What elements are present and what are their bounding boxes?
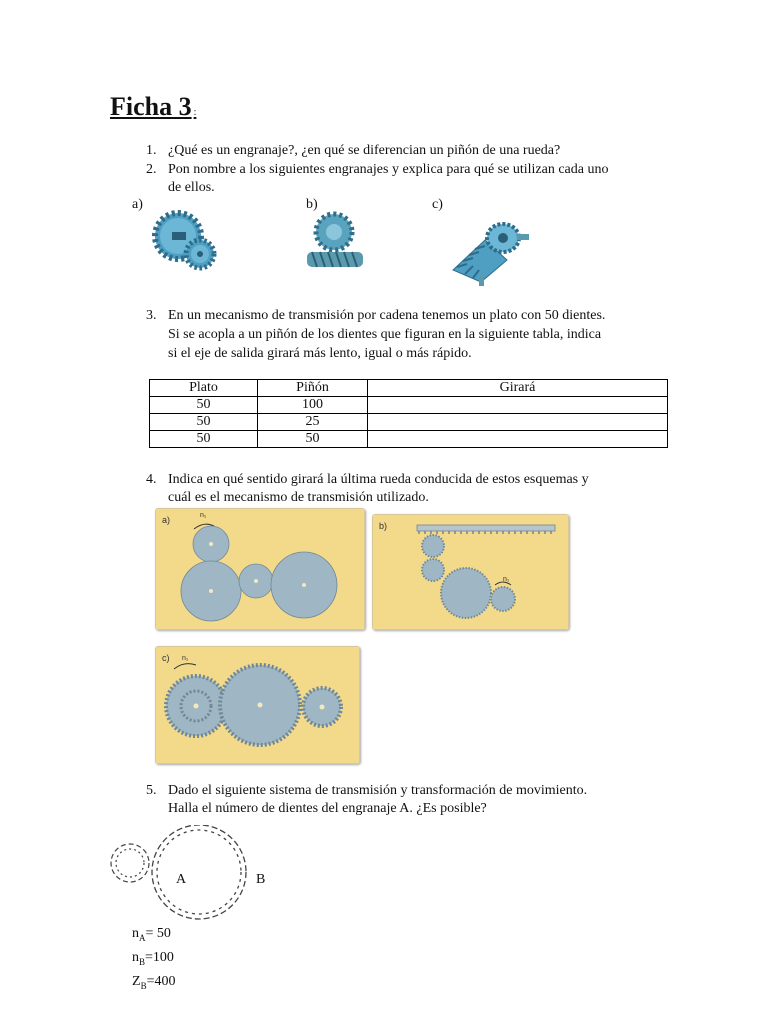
table-row	[150, 414, 668, 431]
question-3	[0, 307, 768, 363]
table-header: Piñón	[258, 380, 368, 397]
panel-label: c)	[162, 653, 170, 663]
question-text: En un mecanismo de transmisión por cadena tenemos un plato con 50 dientes.	[168, 308, 606, 323]
bevel-gears-image	[445, 212, 531, 288]
gear-train-a	[156, 509, 364, 629]
gear	[422, 559, 444, 581]
question-text: Pon nombre a los siguientes engranajes y explica para qué se utilizan cada uno	[168, 162, 609, 177]
small-gear-outline-icon	[111, 844, 149, 882]
question-text: de ellos.	[168, 180, 215, 195]
figure-label-b: b)	[306, 197, 318, 212]
figure-label-a: a)	[132, 197, 143, 212]
question-1	[0, 142, 768, 162]
table-cell	[368, 431, 668, 448]
question-text: ¿Qué es un engranaje?, ¿en qué se diferencian un piñón de una rueda?	[168, 143, 561, 158]
question-2	[0, 161, 768, 201]
question-number: 5.	[146, 783, 157, 798]
table-header: Girará	[368, 380, 668, 397]
question-text: Halla el número de dientes del engranaje A. ¿Es posible?	[168, 801, 487, 816]
worm-wheel-icon	[316, 214, 352, 250]
gear-ratio-table	[149, 379, 668, 448]
question-text: Dado el siguiente sistema de transmisión y transformación de movimiento.	[168, 783, 588, 798]
gear-label-b: B	[256, 872, 266, 887]
table-cell	[368, 414, 668, 431]
bevel-gear-small-icon	[487, 224, 529, 252]
large-gear-outline-icon	[152, 825, 246, 919]
given-values	[132, 924, 175, 995]
table-cell: 50	[150, 431, 258, 448]
gear	[491, 587, 515, 611]
panel-label: a)	[162, 515, 171, 525]
variable-n-a: $n_A= 50$	[132, 926, 171, 943]
question-5	[0, 782, 768, 820]
figure-label-c: c)	[432, 197, 443, 212]
rack-icon	[417, 525, 555, 531]
question-number: 1.	[146, 143, 157, 158]
table-cell: 25	[258, 414, 368, 431]
variable-z-b: $Z_B=400$	[132, 973, 176, 991]
page-title: Ficha 3 :	[110, 92, 197, 121]
diagram-panel-a	[155, 508, 365, 630]
table-cell: 50	[150, 414, 258, 431]
question-number: 4.	[146, 472, 157, 487]
variable-n-b: $n_B=100$	[132, 949, 174, 967]
diagram-panel-b	[372, 514, 569, 630]
rotation-label: n₁	[200, 512, 207, 519]
question-4	[0, 471, 768, 509]
table-cell: 50	[150, 397, 258, 414]
panel-label: b)	[379, 521, 388, 531]
rotation-label: n₁	[503, 576, 510, 583]
worm-screw-icon	[307, 252, 363, 267]
gear	[422, 535, 444, 557]
table-row	[150, 431, 668, 448]
table-row	[150, 397, 668, 414]
question-text: cuál es el mecanismo de transmisión utilizado.	[168, 490, 429, 505]
table-header-row	[150, 380, 668, 397]
worm-gear-image	[304, 210, 366, 272]
rotation-label: n₁	[182, 655, 189, 662]
question-number: 3.	[146, 308, 157, 323]
table-cell: 100	[258, 397, 368, 414]
spur-gears-image	[150, 208, 220, 274]
gear-train-b	[373, 515, 568, 629]
small-spur-gear-icon	[186, 240, 214, 268]
question-number: 2.	[146, 162, 157, 177]
gear-train-c	[156, 647, 359, 763]
question-text: si el eje de salida girará más lento, igual o más rápido.	[168, 346, 472, 361]
table-cell: 50	[258, 431, 368, 448]
table-cell	[368, 397, 668, 414]
table-header: Plato	[150, 380, 258, 397]
question-text: Indica en qué sentido girará la última rueda conducida de estos esquemas y	[168, 472, 589, 487]
gear	[441, 568, 491, 618]
question-text: Si se acopla a un piñón de los dientes que figuran en la siguiente tabla, indica	[168, 327, 602, 342]
gear-label-a: A	[176, 872, 187, 887]
diagram-panel-c	[155, 646, 360, 764]
